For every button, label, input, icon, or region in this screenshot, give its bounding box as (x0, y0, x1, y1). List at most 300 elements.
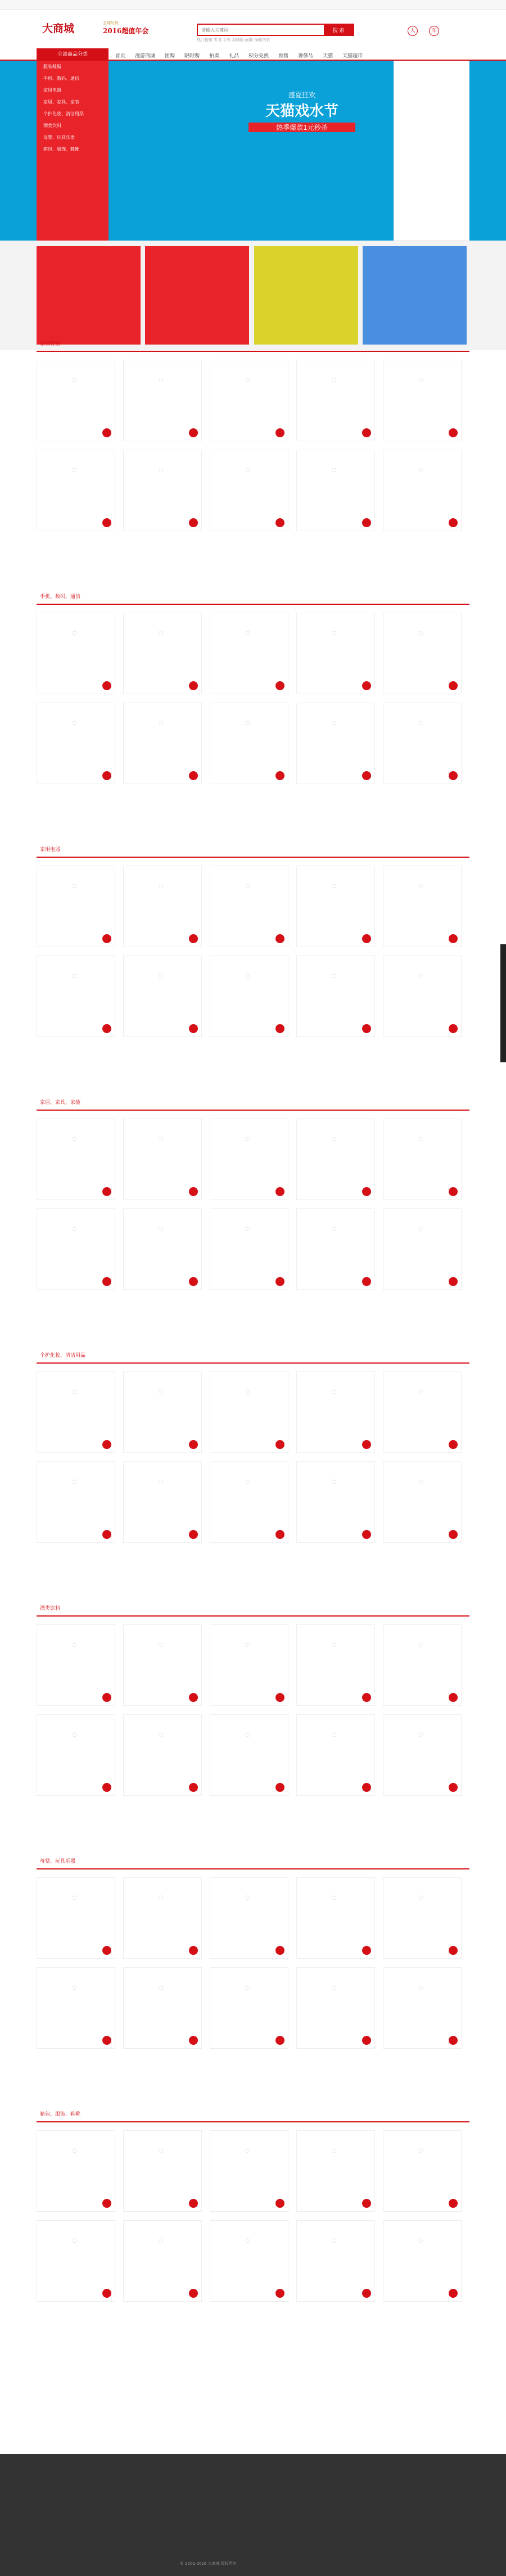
product-tile[interactable] (296, 613, 375, 694)
add-cart-icon[interactable] (102, 934, 111, 943)
product-tile[interactable] (37, 866, 115, 947)
add-cart-icon[interactable] (102, 2289, 111, 2298)
add-cart-icon[interactable] (189, 771, 198, 780)
copyright: © 2001-2016 大商城 版权所有 (180, 2561, 237, 2566)
promo-3[interactable] (254, 246, 358, 345)
add-cart-icon[interactable] (362, 1024, 371, 1033)
product-tile[interactable] (37, 1624, 115, 1706)
product-tile[interactable] (383, 613, 462, 694)
add-cart-icon[interactable] (275, 1187, 284, 1196)
add-cart-icon[interactable] (362, 681, 371, 690)
image-placeholder-icon: ◌ (72, 973, 77, 979)
add-cart-icon[interactable] (362, 1530, 371, 1539)
add-cart-icon[interactable] (189, 1440, 198, 1449)
product-tile[interactable] (37, 956, 115, 1037)
product-tile[interactable] (210, 1714, 288, 1796)
logo[interactable]: 大商城 (42, 22, 75, 35)
add-cart-icon[interactable] (102, 1693, 111, 1702)
product-tile[interactable] (123, 2130, 202, 2212)
image-placeholder-icon: ◌ (72, 2238, 77, 2244)
category-menu-item[interactable]: 个护化妆、清洁用品 (43, 111, 84, 116)
main-nav (0, 48, 506, 61)
product-tile[interactable] (123, 613, 202, 694)
add-cart-icon[interactable] (449, 771, 458, 780)
floors (0, 337, 506, 2454)
product-tile[interactable] (37, 360, 115, 441)
add-cart-icon[interactable] (449, 1946, 458, 1955)
product-tile[interactable] (123, 956, 202, 1037)
category-menu-item[interactable]: 手机、数码、通信 (43, 76, 79, 81)
image-placeholder-icon: ◌ (159, 1479, 164, 1485)
product-tile[interactable] (123, 1877, 202, 1959)
image-placeholder-icon: ◌ (159, 720, 164, 726)
floor-header (37, 1855, 469, 1869)
product-tile[interactable] (210, 866, 288, 947)
product-tile[interactable] (210, 1461, 288, 1543)
image-placeholder-icon: ◌ (159, 1732, 164, 1738)
image-placeholder-icon: ◌ (72, 720, 77, 726)
add-cart-icon[interactable] (102, 1440, 111, 1449)
product-tile[interactable] (210, 1967, 288, 2049)
product-tile[interactable] (296, 1119, 375, 1200)
add-cart-icon[interactable] (449, 1693, 458, 1702)
product-tile[interactable] (383, 866, 462, 947)
image-placeholder-icon: ◌ (245, 467, 250, 473)
product-tile[interactable] (296, 956, 375, 1037)
floor-title: 手机、数码、通信 (40, 594, 81, 600)
image-placeholder-icon: ◌ (245, 2148, 250, 2154)
topbar (0, 0, 506, 10)
nav-link[interactable]: 礼品 (229, 53, 240, 59)
product-tile[interactable] (383, 450, 462, 531)
add-cart-icon[interactable] (189, 2289, 198, 2298)
add-cart-icon[interactable] (449, 1530, 458, 1539)
product-tile[interactable] (210, 703, 288, 784)
image-placeholder-icon: ◌ (418, 377, 423, 383)
floor-title: 服装鞋帽 (40, 341, 61, 347)
image-placeholder-icon: ◌ (245, 630, 250, 636)
image-placeholder-icon: ◌ (418, 2238, 423, 2244)
product-tile[interactable] (296, 703, 375, 784)
image-placeholder-icon: ◌ (245, 1732, 250, 1738)
image-placeholder-icon: ◌ (159, 1642, 164, 1648)
image-placeholder-icon: ◌ (418, 2148, 423, 2154)
add-cart-icon[interactable] (449, 681, 458, 690)
add-cart-icon[interactable] (449, 428, 458, 437)
image-placeholder-icon: ◌ (332, 1226, 337, 1232)
add-cart-icon[interactable] (275, 681, 284, 690)
floor-header (37, 1602, 469, 1617)
product-tile[interactable] (296, 1967, 375, 2049)
product-tile[interactable] (123, 1967, 202, 2049)
nav-link[interactable]: 天猫 (323, 53, 333, 59)
product-tile[interactable] (383, 360, 462, 441)
product-tile[interactable] (383, 1119, 462, 1200)
product-tile[interactable] (383, 2130, 462, 2212)
product-tile[interactable] (383, 1967, 462, 2049)
image-placeholder-icon: ◌ (332, 1642, 337, 1648)
add-cart-icon[interactable] (102, 1783, 111, 1792)
product-tile[interactable] (296, 1624, 375, 1706)
floor-header (37, 843, 469, 858)
product-tile[interactable] (210, 1371, 288, 1453)
image-placeholder-icon: ◌ (332, 2148, 337, 2154)
nav-link[interactable]: 首页 (115, 53, 126, 59)
product-tile[interactable] (296, 1371, 375, 1453)
nav-link[interactable]: 积分兑换 (249, 53, 269, 59)
add-cart-icon[interactable] (189, 1693, 198, 1702)
product-tile[interactable] (210, 956, 288, 1037)
floor-header (37, 1096, 469, 1111)
image-placeholder-icon: ◌ (418, 630, 423, 636)
add-cart-icon[interactable] (449, 1440, 458, 1449)
image-placeholder-icon: ◌ (159, 1389, 164, 1395)
category-menu-item[interactable]: 母婴、玩具乐器 (43, 135, 75, 140)
image-placeholder-icon: ◌ (72, 630, 77, 636)
image-placeholder-icon: ◌ (418, 1479, 423, 1485)
user-icon[interactable]: 人 (408, 26, 418, 36)
image-placeholder-icon: ◌ (332, 720, 337, 726)
add-cart-icon[interactable] (275, 1783, 284, 1792)
product-tile[interactable] (383, 1208, 462, 1290)
add-cart-icon[interactable] (102, 1530, 111, 1539)
image-placeholder-icon: ◌ (332, 1732, 337, 1738)
product-tile[interactable] (123, 703, 202, 784)
product-tile[interactable] (123, 1624, 202, 1706)
product-tile[interactable] (37, 1877, 115, 1959)
image-placeholder-icon: ◌ (245, 377, 250, 383)
promo-row (0, 241, 506, 350)
product-tile[interactable] (37, 613, 115, 694)
add-cart-icon[interactable] (102, 771, 111, 780)
add-cart-icon[interactable] (275, 1024, 284, 1033)
image-placeholder-icon: ◌ (245, 1479, 250, 1485)
add-cart-icon[interactable] (449, 2289, 458, 2298)
nav-link[interactable]: 预售 (278, 53, 289, 59)
product-tile[interactable] (123, 1119, 202, 1200)
search-button[interactable]: 搜 索 (324, 25, 353, 35)
image-placeholder-icon: ◌ (72, 1732, 77, 1738)
image-placeholder-icon: ◌ (72, 1642, 77, 1648)
image-placeholder-icon: ◌ (72, 467, 77, 473)
product-tile[interactable] (296, 1461, 375, 1543)
product-tile[interactable] (383, 2220, 462, 2302)
image-placeholder-icon: ◌ (418, 467, 423, 473)
add-cart-icon[interactable] (449, 1277, 458, 1286)
image-placeholder-icon: ◌ (418, 1136, 423, 1142)
image-placeholder-icon: ◌ (72, 1985, 77, 1991)
product-tile[interactable] (383, 956, 462, 1037)
add-cart-icon[interactable] (275, 1277, 284, 1286)
image-placeholder-icon: ◌ (332, 1136, 337, 1142)
category-title[interactable]: 全部商品分类 (37, 48, 109, 61)
image-placeholder-icon: ◌ (159, 973, 164, 979)
side-box (394, 61, 469, 241)
add-cart-icon[interactable] (449, 1187, 458, 1196)
product-tile[interactable] (37, 1714, 115, 1796)
add-cart-icon[interactable] (449, 2036, 458, 2045)
product-tile[interactable] (37, 1461, 115, 1543)
product-tile[interactable] (123, 1371, 202, 1453)
image-placeholder-icon: ◌ (418, 883, 423, 889)
product-tile[interactable] (210, 450, 288, 531)
product-tile[interactable] (296, 866, 375, 947)
add-cart-icon[interactable] (189, 1277, 198, 1286)
product-tile[interactable] (296, 2220, 375, 2302)
product-tile[interactable] (123, 1714, 202, 1796)
image-placeholder-icon: ◌ (332, 2238, 337, 2244)
product-tile[interactable] (123, 2220, 202, 2302)
product-tile[interactable] (123, 450, 202, 531)
search-input[interactable] (198, 25, 322, 35)
image-placeholder-icon: ◌ (159, 2238, 164, 2244)
add-cart-icon[interactable] (362, 518, 371, 527)
add-cart-icon[interactable] (362, 771, 371, 780)
nav-link[interactable]: 团购 (165, 53, 175, 59)
add-cart-icon[interactable] (275, 2036, 284, 2045)
add-cart-icon[interactable] (362, 2036, 371, 2045)
image-placeholder-icon: ◌ (332, 1479, 337, 1485)
product-tile[interactable] (383, 1877, 462, 1959)
product-tile[interactable] (37, 703, 115, 784)
image-placeholder-icon: ◌ (418, 1389, 423, 1395)
hero-headline: 天猫戏水节 (265, 103, 338, 120)
add-cart-icon[interactable] (102, 1277, 111, 1286)
footer (0, 2454, 506, 2576)
product-tile[interactable] (37, 1119, 115, 1200)
add-cart-icon[interactable] (362, 1783, 371, 1792)
image-placeholder-icon: ◌ (332, 1895, 337, 1901)
image-placeholder-icon: ◌ (159, 377, 164, 383)
category-menu (37, 61, 109, 241)
hero-banner[interactable] (0, 61, 506, 241)
product-tile[interactable] (123, 1208, 202, 1290)
image-placeholder-icon: ◌ (159, 2148, 164, 2154)
image-placeholder-icon: ◌ (159, 1136, 164, 1142)
category-menu-item[interactable]: 箱包、服饰、鞋靴 (43, 147, 79, 152)
product-tile[interactable] (383, 1461, 462, 1543)
add-cart-icon[interactable] (362, 2199, 371, 2208)
product-tile[interactable] (37, 2130, 115, 2212)
add-cart-icon[interactable] (189, 2036, 198, 2045)
image-placeholder-icon: ◌ (159, 1226, 164, 1232)
product-tile[interactable] (123, 360, 202, 441)
product-tile[interactable] (383, 1371, 462, 1453)
product-tile[interactable] (123, 1461, 202, 1543)
cart-icon[interactable]: 车 (429, 26, 439, 36)
add-cart-icon[interactable] (102, 1187, 111, 1196)
add-cart-icon[interactable] (449, 2199, 458, 2208)
floor-header (37, 590, 469, 605)
promo-1[interactable] (37, 246, 141, 345)
floor-header (37, 2108, 469, 2122)
product-tile[interactable] (210, 1208, 288, 1290)
product-tile[interactable] (210, 1624, 288, 1706)
add-cart-icon[interactable] (275, 1946, 284, 1955)
floor-title: 个护化妆、清洁用品 (40, 1353, 86, 1359)
product-tile[interactable] (210, 2220, 288, 2302)
floor-title: 家居、家具、家装 (40, 1100, 81, 1106)
promo-4[interactable] (363, 246, 467, 345)
add-cart-icon[interactable] (362, 1187, 371, 1196)
image-placeholder-icon: ◌ (72, 883, 77, 889)
product-tile[interactable] (383, 703, 462, 784)
category-menu-item[interactable]: 酒类饮料 (43, 123, 61, 128)
image-placeholder-icon: ◌ (245, 720, 250, 726)
add-cart-icon[interactable] (189, 1946, 198, 1955)
image-placeholder-icon: ◌ (245, 1985, 250, 1991)
image-placeholder-icon: ◌ (332, 1985, 337, 1991)
add-cart-icon[interactable] (189, 1187, 198, 1196)
add-cart-icon[interactable] (449, 518, 458, 527)
add-cart-icon[interactable] (362, 1693, 371, 1702)
add-cart-icon[interactable] (189, 1530, 198, 1539)
image-placeholder-icon: ◌ (245, 973, 250, 979)
add-cart-icon[interactable] (189, 518, 198, 527)
floor-header (37, 1349, 469, 1364)
category-menu-item[interactable]: 服装鞋帽 (43, 64, 61, 69)
add-cart-icon[interactable] (189, 934, 198, 943)
product-tile[interactable] (123, 866, 202, 947)
add-cart-icon[interactable] (449, 934, 458, 943)
add-cart-icon[interactable] (189, 1783, 198, 1792)
promo-2[interactable] (145, 246, 249, 345)
product-tile[interactable] (383, 1714, 462, 1796)
add-cart-icon[interactable] (189, 428, 198, 437)
image-placeholder-icon: ◌ (72, 377, 77, 383)
add-cart-icon[interactable] (102, 428, 111, 437)
add-cart-icon[interactable] (102, 1946, 111, 1955)
image-placeholder-icon: ◌ (159, 1895, 164, 1901)
image-placeholder-icon: ◌ (245, 1136, 250, 1142)
add-cart-icon[interactable] (102, 681, 111, 690)
image-placeholder-icon: ◌ (159, 1985, 164, 1991)
image-placeholder-icon: ◌ (332, 883, 337, 889)
product-tile[interactable] (210, 613, 288, 694)
add-cart-icon[interactable] (275, 428, 284, 437)
image-placeholder-icon: ◌ (418, 1895, 423, 1901)
product-tile[interactable] (296, 450, 375, 531)
image-placeholder-icon: ◌ (332, 377, 337, 383)
floor-title: 酒类饮料 (40, 1606, 61, 1611)
add-cart-icon[interactable] (275, 1530, 284, 1539)
add-cart-icon[interactable] (362, 428, 371, 437)
search-bar (197, 24, 354, 36)
image-placeholder-icon: ◌ (332, 1389, 337, 1395)
add-cart-icon[interactable] (275, 1440, 284, 1449)
image-placeholder-icon: ◌ (245, 1389, 250, 1395)
image-placeholder-icon: ◌ (245, 1895, 250, 1901)
add-cart-icon[interactable] (449, 1024, 458, 1033)
nav-link[interactable]: 限时购 (184, 53, 200, 59)
floor-header (37, 337, 469, 352)
product-tile[interactable] (296, 1208, 375, 1290)
product-tile[interactable] (296, 2130, 375, 2212)
add-cart-icon[interactable] (449, 1783, 458, 1792)
image-placeholder-icon: ◌ (72, 1136, 77, 1142)
image-placeholder-icon: ◌ (332, 467, 337, 473)
add-cart-icon[interactable] (275, 2199, 284, 2208)
product-tile[interactable] (383, 1624, 462, 1706)
image-placeholder-icon: ◌ (72, 1895, 77, 1901)
add-cart-icon[interactable] (102, 518, 111, 527)
category-menu-item[interactable]: 家居、家具、家装 (43, 99, 79, 105)
add-cart-icon[interactable] (102, 2199, 111, 2208)
product-tile[interactable] (210, 1877, 288, 1959)
product-tile[interactable] (37, 1208, 115, 1290)
product-tile[interactable] (210, 1119, 288, 1200)
image-placeholder-icon: ◌ (418, 1985, 423, 1991)
hero-sub: 热季爆款1元秒杀 (249, 123, 355, 132)
nav-link[interactable]: 奢侈品 (298, 53, 314, 59)
image-placeholder-icon: ◌ (332, 630, 337, 636)
image-placeholder-icon: ◌ (418, 973, 423, 979)
nav-link[interactable]: 拍卖 (209, 53, 220, 59)
image-placeholder-icon: ◌ (159, 467, 164, 473)
add-cart-icon[interactable] (189, 1024, 198, 1033)
product-tile[interactable] (296, 360, 375, 441)
add-cart-icon[interactable] (362, 934, 371, 943)
add-cart-icon[interactable] (275, 2289, 284, 2298)
product-tile[interactable] (210, 2130, 288, 2212)
add-cart-icon[interactable] (189, 681, 198, 690)
hot-keywords: 热门搜索 零食 手机 羽绒服 面膜 保暖内衣 (197, 38, 270, 42)
floor-title: 母婴、玩具乐器 (40, 1859, 76, 1864)
add-cart-icon[interactable] (275, 518, 284, 527)
category-menu-item[interactable]: 家用电器 (43, 88, 61, 93)
add-cart-icon[interactable] (362, 2289, 371, 2298)
nav-link[interactable]: 天猫超市 (342, 53, 363, 59)
image-placeholder-icon: ◌ (245, 1642, 250, 1648)
header (0, 10, 506, 48)
product-tile[interactable] (296, 1877, 375, 1959)
image-placeholder-icon: ◌ (245, 883, 250, 889)
side-toolbar[interactable] (500, 944, 506, 1062)
image-placeholder-icon: ◌ (72, 2148, 77, 2154)
image-placeholder-icon: ◌ (72, 1479, 77, 1485)
add-cart-icon[interactable] (275, 1693, 284, 1702)
add-cart-icon[interactable] (102, 2036, 111, 2045)
floor-title: 箱包、服饰、鞋靴 (40, 2112, 81, 2117)
image-placeholder-icon: ◌ (418, 1642, 423, 1648)
image-placeholder-icon: ◌ (245, 2238, 250, 2244)
slogan: 全球好货 2016超值年会 (103, 21, 149, 35)
nav-links (115, 52, 372, 59)
product-tile[interactable] (37, 1967, 115, 2049)
image-placeholder-icon: ◌ (72, 1389, 77, 1395)
add-cart-icon[interactable] (362, 1277, 371, 1286)
image-placeholder-icon: ◌ (418, 1732, 423, 1738)
image-placeholder-icon: ◌ (159, 630, 164, 636)
image-placeholder-icon: ◌ (245, 1226, 250, 1232)
add-cart-icon[interactable] (275, 771, 284, 780)
add-cart-icon[interactable] (102, 1024, 111, 1033)
add-cart-icon[interactable] (362, 1440, 371, 1449)
product-tile[interactable] (37, 1371, 115, 1453)
floor-title: 家用电器 (40, 847, 61, 853)
image-placeholder-icon: ◌ (159, 883, 164, 889)
product-tile[interactable] (210, 360, 288, 441)
product-tile[interactable] (296, 1714, 375, 1796)
nav-link[interactable]: 漫游商城 (135, 53, 156, 59)
image-placeholder-icon: ◌ (418, 720, 423, 726)
add-cart-icon[interactable] (189, 2199, 198, 2208)
product-tile[interactable] (37, 450, 115, 531)
product-tile[interactable] (37, 2220, 115, 2302)
image-placeholder-icon: ◌ (332, 973, 337, 979)
add-cart-icon[interactable] (275, 934, 284, 943)
add-cart-icon[interactable] (362, 1946, 371, 1955)
